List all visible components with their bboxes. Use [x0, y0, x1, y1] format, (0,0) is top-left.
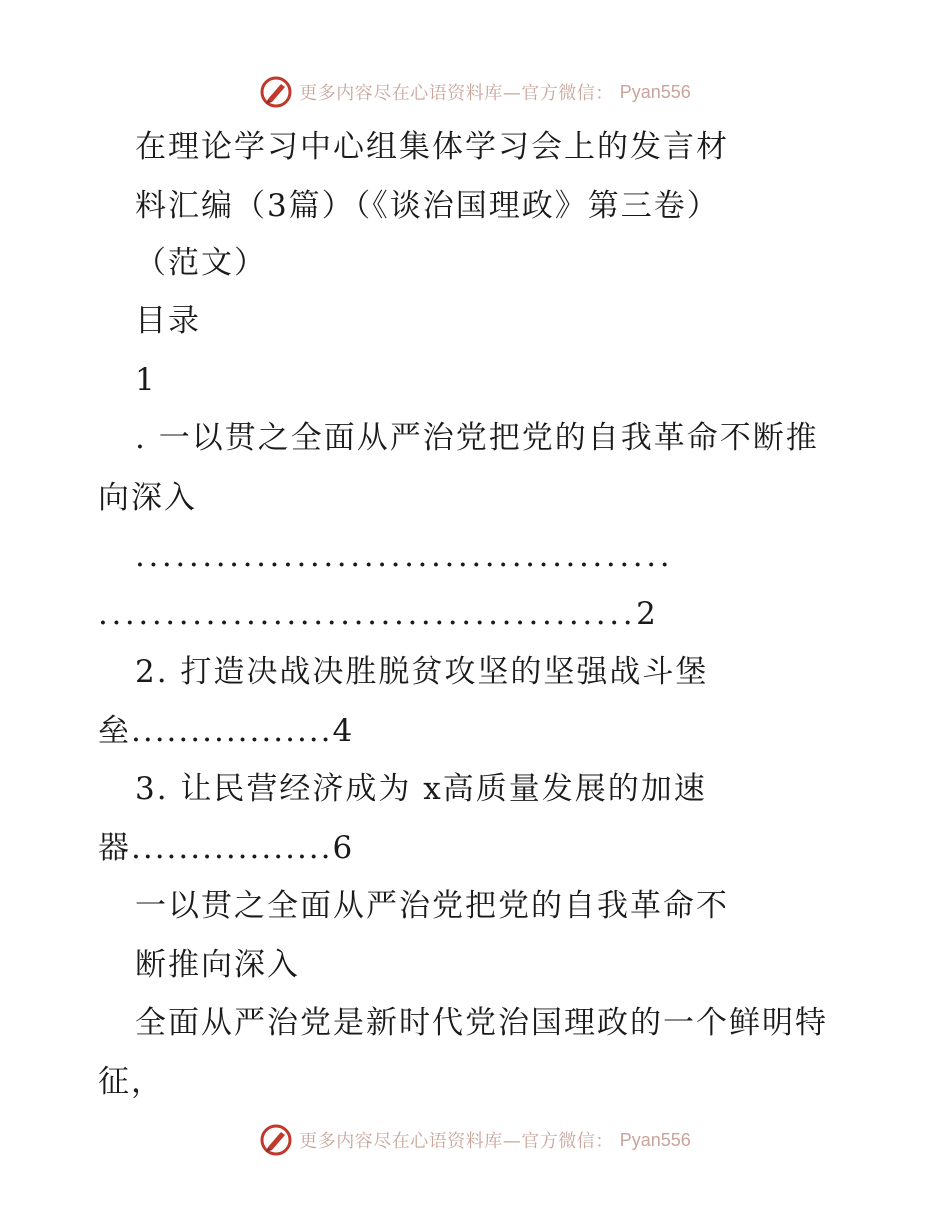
- toc-item-1-line-2[interactable]: 向深入: [98, 480, 197, 516]
- toc-item-2-line-1[interactable]: 2. 打造决战决胜脱贫攻坚的坚强战斗堡: [135, 654, 709, 690]
- toc-number-1: 1: [135, 362, 157, 398]
- toc-item-2-line-2[interactable]: 垒.................4: [98, 713, 355, 749]
- toc-item-3-line-2[interactable]: 器.................6: [98, 830, 355, 866]
- body-paragraph-line-2: 征，: [98, 1064, 164, 1100]
- toc-item-1-leader-2: ........................................2: [98, 596, 660, 632]
- toc-item-1-leader-1: ........................................: [135, 538, 674, 574]
- doc-title-line-2: 料汇编（3篇）（《谈治国理政》第三卷）: [135, 188, 720, 224]
- watermark-account: Pyan556: [619, 81, 691, 102]
- toc-item-1-line-1[interactable]: . 一以贯之全面从严治党把党的自我革命不断推: [135, 420, 819, 456]
- pen-circle-logo-icon: [259, 75, 293, 109]
- watermark-header: [0, 72, 950, 112]
- watermark-text: 更多内容尽在心语资料库—官方微信：: [299, 1131, 614, 1152]
- body-paragraph-line-1: 全面从严治党是新时代党治国理政的一个鲜明特: [135, 1005, 828, 1041]
- doc-title-line-1: 在理论学习中心组集体学习会上的发言材: [135, 129, 729, 165]
- section-title-line-1: 一以贯之全面从严治党把党的自我革命不: [135, 888, 729, 924]
- watermark-account: Pyan556: [619, 1129, 691, 1150]
- toc-heading: 目录: [135, 303, 201, 339]
- watermark-text: 更多内容尽在心语资料库—官方微信：: [299, 83, 614, 104]
- toc-item-3-line-1[interactable]: 3. 让民营经济成为 x高质量发展的加速: [135, 771, 707, 807]
- watermark-footer: [0, 1120, 950, 1160]
- doc-title-line-3: （范文）: [135, 245, 267, 281]
- section-title-line-2: 断推向深入: [135, 947, 300, 983]
- pen-circle-logo-icon: [259, 1123, 293, 1157]
